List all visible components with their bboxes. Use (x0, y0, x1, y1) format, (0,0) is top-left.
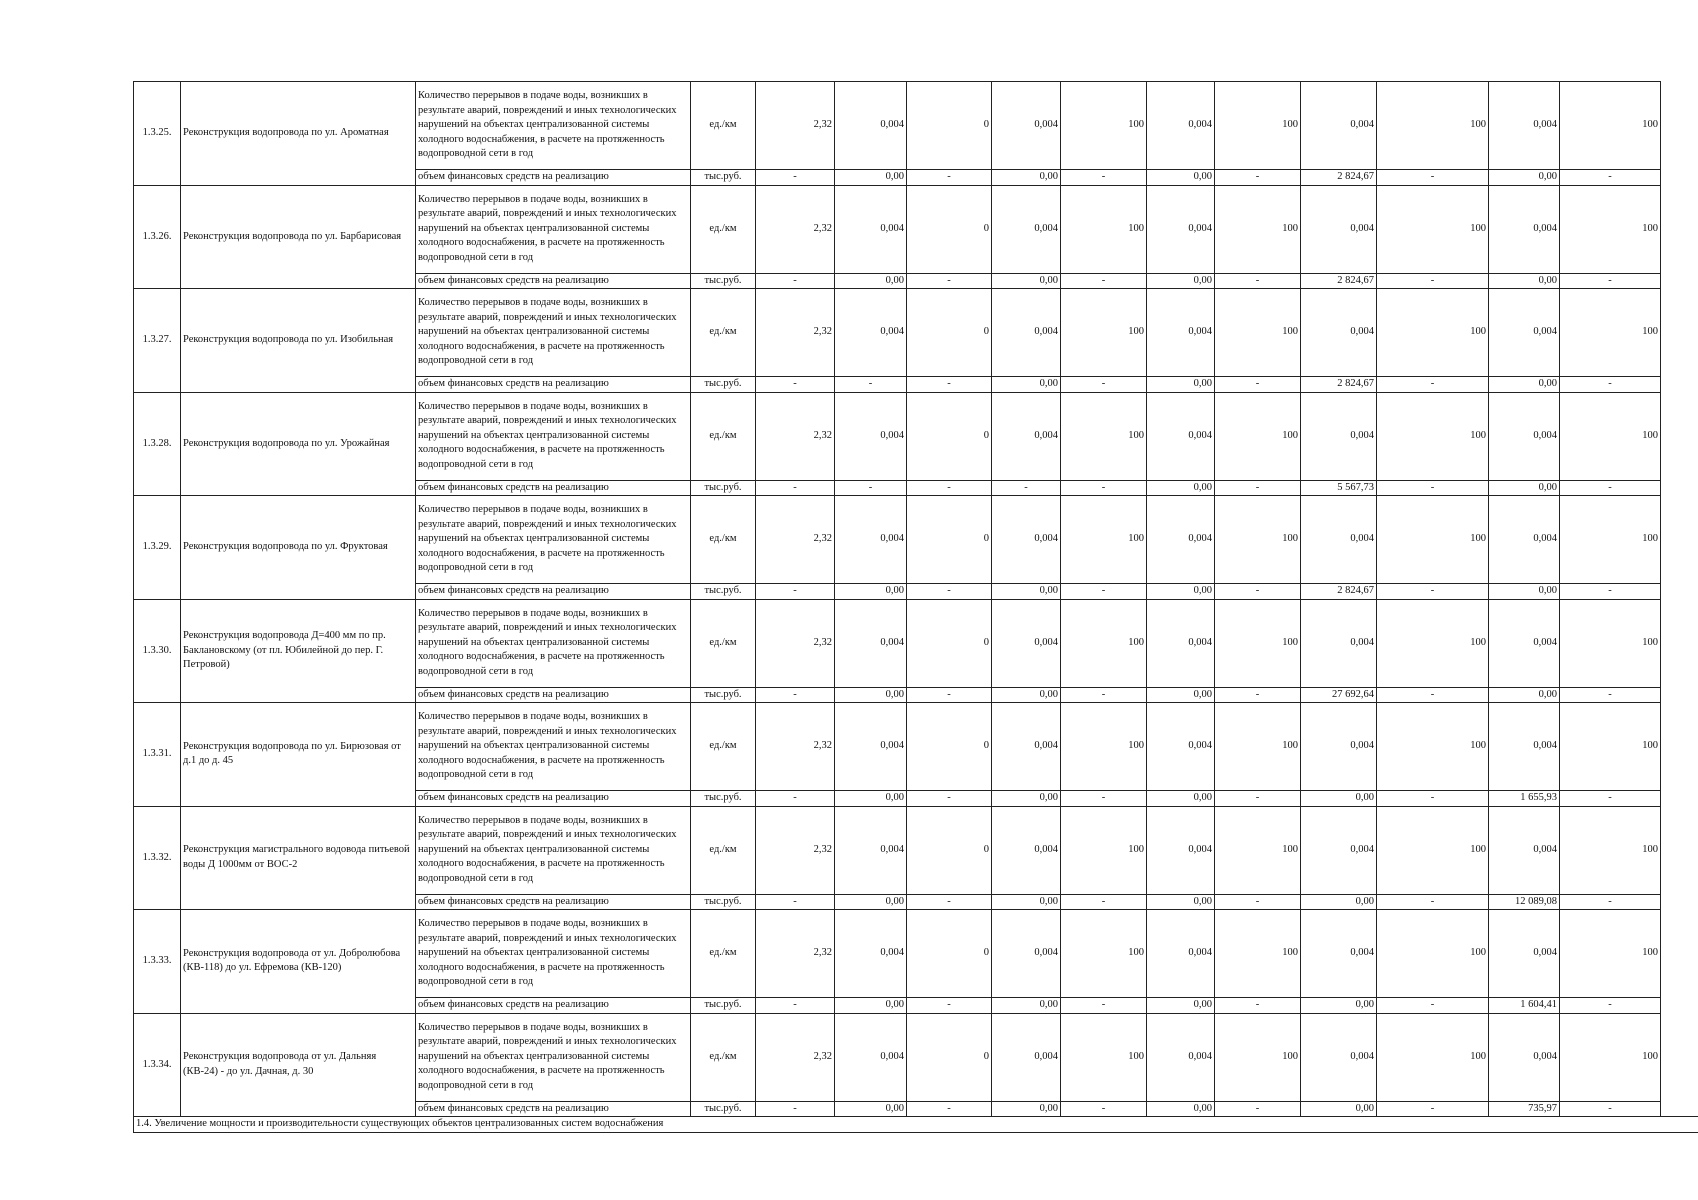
indicator-value: 0,004 (835, 599, 907, 687)
indicator-description: Количество перерывов в подаче воды, возникших в результате аварий, повреждений и иных технологических нарушений на объектах централизованной системы холодного водоснабжения, в расчете на протяженность водопроводной сети в год (416, 806, 691, 894)
finance-value: 2 824,67 (1301, 584, 1377, 600)
finance-unit: тыс.руб. (691, 273, 756, 289)
finance-value: 5 567,73 (1301, 480, 1377, 496)
finance-value: - (907, 584, 992, 600)
row-number: 1.3.29. (134, 496, 181, 600)
table-row-indicator (134, 703, 1698, 791)
finance-value: 0,00 (1147, 998, 1215, 1014)
finance-value: 0,00 (992, 687, 1061, 703)
indicator-unit: ед./км (691, 496, 756, 584)
finance-unit: тыс.руб. (691, 998, 756, 1014)
indicator-value: 0 (907, 599, 992, 687)
finance-value: 0,00 (1147, 170, 1215, 186)
row-number: 1.3.30. (134, 599, 181, 703)
indicator-value: 100 (1377, 185, 1489, 273)
finance-value: - (1061, 998, 1147, 1014)
table-row-indicator (134, 910, 1698, 998)
indicator-description: Количество перерывов в подаче воды, возникших в результате аварий, повреждений и иных технологических нарушений на объектах централизованной системы холодного водоснабжения, в расчете на протяженность водопроводной сети в год (416, 910, 691, 998)
indicator-description: Количество перерывов в подаче воды, возникших в результате аварий, повреждений и иных технологических нарушений на объектах централизованной системы холодного водоснабжения, в расчете на протяженность водопроводной сети в год (416, 496, 691, 584)
indicator-value: 0,004 (1301, 910, 1377, 998)
finance-value: 0,00 (1147, 791, 1215, 807)
finance-value: - (1061, 480, 1147, 496)
indicator-value: 100 (1061, 910, 1147, 998)
indicator-value: 0 (907, 910, 992, 998)
finance-value: - (907, 273, 992, 289)
finance-value: - (756, 273, 835, 289)
indicator-value: 0,004 (1301, 392, 1377, 480)
table-row-indicator (134, 599, 1698, 687)
indicator-value: 100 (1061, 496, 1147, 584)
finance-value: 1 655,93 (1489, 791, 1560, 807)
finance-value: - (1560, 1101, 1661, 1117)
table-row-indicator (134, 185, 1698, 273)
indicator-value: 0 (907, 1013, 992, 1101)
indicator-value: 2,32 (756, 1013, 835, 1101)
finance-value: 0,00 (835, 998, 907, 1014)
indicator-value: 100 (1061, 82, 1147, 170)
indicator-value: 100 (1215, 599, 1301, 687)
indicator-value: 2,32 (756, 496, 835, 584)
finance-value: - (907, 170, 992, 186)
finance-value: - (1215, 273, 1301, 289)
indicator-value: 0,004 (835, 1013, 907, 1101)
indicator-value: 100 (1377, 703, 1489, 791)
finance-value: 0,00 (1301, 1101, 1377, 1117)
indicator-value: 0 (907, 806, 992, 894)
finance-value: 0,00 (1301, 894, 1377, 910)
indicator-description: Количество перерывов в подаче воды, возникших в результате аварий, повреждений и иных технологических нарушений на объектах централизованной системы холодного водоснабжения, в расчете на протяженность водопроводной сети в год (416, 289, 691, 377)
indicator-value: 2,32 (756, 703, 835, 791)
indicator-value: 100 (1215, 1013, 1301, 1101)
indicator-value: 100 (1560, 289, 1661, 377)
finance-value: - (1377, 273, 1489, 289)
row-number: 1.3.33. (134, 910, 181, 1014)
indicator-value: 0,004 (1301, 82, 1377, 170)
indicator-value: 0,004 (992, 185, 1061, 273)
finance-value: 0,00 (1489, 480, 1560, 496)
finance-value: 0,00 (992, 584, 1061, 600)
finance-value: 0,00 (992, 377, 1061, 393)
finance-value: - (1560, 377, 1661, 393)
indicator-value: 0,004 (1301, 1013, 1377, 1101)
indicator-value: 100 (1560, 185, 1661, 273)
finance-value: 0,00 (1147, 480, 1215, 496)
indicator-value: 100 (1560, 599, 1661, 687)
finance-description: объем финансовых средств на реализацию (416, 170, 691, 186)
finance-value: - (1215, 791, 1301, 807)
finance-unit: тыс.руб. (691, 480, 756, 496)
finance-value: - (756, 377, 835, 393)
project-name: Реконструкция водопровода по ул. Фруктовая (181, 496, 416, 600)
finance-value: 2 824,67 (1301, 273, 1377, 289)
finance-value: 0,00 (992, 998, 1061, 1014)
indicator-value: 0,004 (1301, 185, 1377, 273)
section-heading: 1.4. Увеличение мощности и производительности существующих объектов централизованных систем водоснабжения (134, 1117, 1698, 1133)
finance-description: объем финансовых средств на реализацию (416, 687, 691, 703)
finance-value: 0,00 (835, 584, 907, 600)
indicator-value: 100 (1061, 1013, 1147, 1101)
indicator-unit: ед./км (691, 82, 756, 170)
finance-value: - (1215, 687, 1301, 703)
finance-value: - (756, 791, 835, 807)
finance-value: 0,00 (1147, 584, 1215, 600)
indicator-value: 2,32 (756, 82, 835, 170)
finance-value: 0,00 (1489, 170, 1560, 186)
indicator-value: 100 (1215, 392, 1301, 480)
finance-value: 0,00 (835, 894, 907, 910)
finance-value: - (1215, 1101, 1301, 1117)
project-name: Реконструкция водопровода по ул. Изобильная (181, 289, 416, 393)
indicator-value: 100 (1560, 910, 1661, 998)
finance-description: объем финансовых средств на реализацию (416, 791, 691, 807)
finance-value: - (756, 894, 835, 910)
indicator-value: 100 (1215, 806, 1301, 894)
indicator-value: 0,004 (1147, 82, 1215, 170)
indicator-value: 0,004 (1147, 185, 1215, 273)
indicator-description: Количество перерывов в подаче воды, возникших в результате аварий, повреждений и иных технологических нарушений на объектах централизованной системы холодного водоснабжения, в расчете на протяженность водопроводной сети в год (416, 185, 691, 273)
row-number: 1.3.26. (134, 185, 181, 289)
finance-value: - (1560, 273, 1661, 289)
indicator-value: 0,004 (992, 82, 1061, 170)
indicator-value: 0 (907, 289, 992, 377)
finance-value: - (1061, 1101, 1147, 1117)
row-number: 1.3.25. (134, 82, 181, 186)
indicator-value: 100 (1377, 289, 1489, 377)
finance-value: - (1560, 480, 1661, 496)
finance-value: 0,00 (1147, 273, 1215, 289)
finance-unit: тыс.руб. (691, 170, 756, 186)
finance-value: - (1560, 998, 1661, 1014)
finance-value: - (907, 377, 992, 393)
indicator-value: 0,004 (1301, 806, 1377, 894)
finance-value: - (907, 1101, 992, 1117)
finance-value: - (1377, 687, 1489, 703)
finance-description: объем финансовых средств на реализацию (416, 480, 691, 496)
indicator-value: 0,004 (1489, 599, 1560, 687)
finance-value: 12 089,08 (1489, 894, 1560, 910)
indicator-value: 0 (907, 392, 992, 480)
indicator-value: 0,004 (1489, 703, 1560, 791)
finance-value: 0,00 (835, 170, 907, 186)
indicator-value: 0,004 (1489, 1013, 1560, 1101)
indicator-value: 0,004 (1147, 496, 1215, 584)
indicator-value: 100 (1215, 82, 1301, 170)
indicator-value: 2,32 (756, 289, 835, 377)
indicator-value: 100 (1215, 185, 1301, 273)
indicator-description: Количество перерывов в подаче воды, возникших в результате аварий, повреждений и иных технологических нарушений на объектах централизованной системы холодного водоснабжения, в расчете на протяженность водопроводной сети в год (416, 599, 691, 687)
finance-value: 0,00 (1147, 687, 1215, 703)
finance-value: - (1215, 584, 1301, 600)
row-number: 1.3.31. (134, 703, 181, 807)
finance-value: - (1061, 791, 1147, 807)
finance-value: - (1061, 894, 1147, 910)
indicator-value: 100 (1560, 392, 1661, 480)
indicator-unit: ед./км (691, 599, 756, 687)
indicator-value: 0,004 (992, 392, 1061, 480)
indicator-value: 0,004 (835, 392, 907, 480)
indicator-value: 100 (1377, 496, 1489, 584)
indicator-value: 0,004 (835, 703, 907, 791)
finance-value: - (1377, 998, 1489, 1014)
table-row-indicator (134, 82, 1698, 170)
project-name: Реконструкция водопровода Д=400 мм по пр. Баклановскому (от пл. Юбилейной до пер. Г. Петровой) (181, 599, 416, 703)
indicator-value: 0,004 (992, 1013, 1061, 1101)
finance-value: - (1377, 894, 1489, 910)
indicator-value: 100 (1377, 1013, 1489, 1101)
finance-unit: тыс.руб. (691, 791, 756, 807)
table-row-indicator (134, 1013, 1698, 1101)
indicator-unit: ед./км (691, 289, 756, 377)
indicator-value: 0,004 (992, 289, 1061, 377)
finance-value: 0,00 (835, 791, 907, 807)
indicator-value: 100 (1215, 496, 1301, 584)
finance-unit: тыс.руб. (691, 584, 756, 600)
indicator-value: 0,004 (1489, 392, 1560, 480)
finance-value: - (1061, 170, 1147, 186)
finance-value: 0,00 (835, 1101, 907, 1117)
indicator-value: 0,004 (992, 703, 1061, 791)
program-table (133, 81, 1698, 1133)
indicator-value: 100 (1061, 185, 1147, 273)
indicator-value: 0 (907, 185, 992, 273)
finance-unit: тыс.руб. (691, 894, 756, 910)
finance-description: объем финансовых средств на реализацию (416, 273, 691, 289)
table-row-indicator (134, 392, 1698, 480)
indicator-value: 100 (1560, 82, 1661, 170)
indicator-value: 100 (1377, 806, 1489, 894)
finance-value: - (756, 480, 835, 496)
finance-value: - (1377, 377, 1489, 393)
indicator-value: 100 (1215, 289, 1301, 377)
finance-unit: тыс.руб. (691, 377, 756, 393)
indicator-value: 0,004 (1147, 392, 1215, 480)
finance-value: - (756, 998, 835, 1014)
table-row-indicator (134, 289, 1698, 377)
finance-value: - (756, 687, 835, 703)
indicator-value: 0 (907, 82, 992, 170)
finance-value: - (1061, 273, 1147, 289)
finance-value: 0,00 (992, 791, 1061, 807)
finance-value: 0,00 (992, 894, 1061, 910)
indicator-value: 0,004 (1489, 496, 1560, 584)
indicator-value: 0,004 (835, 496, 907, 584)
indicator-unit: ед./км (691, 185, 756, 273)
finance-value: 0,00 (835, 687, 907, 703)
finance-value: - (1215, 998, 1301, 1014)
finance-value: 0,00 (1301, 998, 1377, 1014)
indicator-value: 100 (1215, 703, 1301, 791)
finance-value: 0,00 (1489, 377, 1560, 393)
indicator-value: 0,004 (1489, 910, 1560, 998)
finance-value: - (835, 480, 907, 496)
indicator-value: 0,004 (1489, 82, 1560, 170)
project-name: Реконструкция водопровода от ул. Добролюбова (КВ-118) до ул. Ефремова (КВ-120) (181, 910, 416, 1014)
finance-description: объем финансовых средств на реализацию (416, 584, 691, 600)
row-number: 1.3.32. (134, 806, 181, 910)
finance-unit: тыс.руб. (691, 1101, 756, 1117)
finance-value: 1 604,41 (1489, 998, 1560, 1014)
finance-value: 0,00 (992, 1101, 1061, 1117)
indicator-value: 100 (1061, 289, 1147, 377)
finance-value: - (907, 480, 992, 496)
finance-value: 2 824,67 (1301, 377, 1377, 393)
finance-value: - (1377, 480, 1489, 496)
finance-value: 0,00 (992, 170, 1061, 186)
indicator-value: 0,004 (992, 496, 1061, 584)
project-name: Реконструкция водопровода по ул. Урожайная (181, 392, 416, 496)
indicator-value: 100 (1377, 82, 1489, 170)
indicator-value: 100 (1560, 806, 1661, 894)
finance-value: 735,97 (1489, 1101, 1560, 1117)
indicator-description: Количество перерывов в подаче воды, возникших в результате аварий, повреждений и иных технологических нарушений на объектах централизованной системы холодного водоснабжения, в расчете на протяженность водопроводной сети в год (416, 703, 691, 791)
indicator-value: 0,004 (835, 289, 907, 377)
finance-value: - (1215, 170, 1301, 186)
finance-value: - (1061, 377, 1147, 393)
indicator-value: 100 (1377, 910, 1489, 998)
table-row-indicator (134, 496, 1698, 584)
indicator-value: 0,004 (1147, 806, 1215, 894)
indicator-value: 0,004 (992, 599, 1061, 687)
indicator-description: Количество перерывов в подаче воды, возникших в результате аварий, повреждений и иных технологических нарушений на объектах централизованной системы холодного водоснабжения, в расчете на протяженность водопроводной сети в год (416, 82, 691, 170)
finance-value: 0,00 (1489, 273, 1560, 289)
finance-value: - (1560, 584, 1661, 600)
indicator-value: 0 (907, 496, 992, 584)
indicator-value: 0,004 (992, 806, 1061, 894)
indicator-value: 0,004 (1147, 1013, 1215, 1101)
finance-value: 0,00 (1489, 584, 1560, 600)
indicator-value: 0,004 (835, 82, 907, 170)
finance-value: - (992, 480, 1061, 496)
finance-description: объем финансовых средств на реализацию (416, 377, 691, 393)
finance-value: 0,00 (1147, 377, 1215, 393)
indicator-unit: ед./км (691, 806, 756, 894)
indicator-value: 0,004 (1489, 806, 1560, 894)
indicator-value: 0,004 (1301, 496, 1377, 584)
finance-value: 0,00 (1489, 687, 1560, 703)
finance-value: - (907, 687, 992, 703)
finance-value: 0,00 (1147, 1101, 1215, 1117)
finance-value: - (1377, 1101, 1489, 1117)
indicator-value: 2,32 (756, 392, 835, 480)
finance-value: - (907, 791, 992, 807)
indicator-value: 0,004 (1301, 703, 1377, 791)
indicator-description: Количество перерывов в подаче воды, возникших в результате аварий, повреждений и иных технологических нарушений на объектах централизованной системы холодного водоснабжения, в расчете на протяженность водопроводной сети в год (416, 392, 691, 480)
finance-value: 0,00 (1147, 894, 1215, 910)
indicator-value: 0,004 (1147, 703, 1215, 791)
indicator-value: 100 (1061, 806, 1147, 894)
indicator-value: 0,004 (1147, 910, 1215, 998)
finance-value: - (1560, 687, 1661, 703)
finance-value: 0,00 (992, 273, 1061, 289)
finance-value: 27 692,64 (1301, 687, 1377, 703)
finance-value: - (1377, 170, 1489, 186)
finance-value: - (1377, 584, 1489, 600)
section-heading-row (134, 1117, 1698, 1133)
indicator-value: 0,004 (1489, 185, 1560, 273)
indicator-value: 0,004 (1301, 289, 1377, 377)
finance-value: - (1560, 894, 1661, 910)
indicator-value: 100 (1061, 703, 1147, 791)
indicator-value: 100 (1377, 599, 1489, 687)
finance-unit: тыс.руб. (691, 687, 756, 703)
finance-description: объем финансовых средств на реализацию (416, 998, 691, 1014)
finance-value: - (835, 377, 907, 393)
row-number: 1.3.34. (134, 1013, 181, 1117)
indicator-value: 0 (907, 703, 992, 791)
finance-value: - (1061, 687, 1147, 703)
indicator-value: 100 (1560, 1013, 1661, 1101)
indicator-unit: ед./км (691, 1013, 756, 1101)
indicator-value: 100 (1061, 392, 1147, 480)
indicator-value: 100 (1377, 392, 1489, 480)
indicator-value: 0,004 (1489, 289, 1560, 377)
indicator-value: 0,004 (1147, 289, 1215, 377)
row-number: 1.3.28. (134, 392, 181, 496)
finance-value: - (1215, 480, 1301, 496)
finance-value: - (1560, 791, 1661, 807)
indicator-value: 100 (1061, 599, 1147, 687)
indicator-unit: ед./км (691, 703, 756, 791)
finance-description: объем финансовых средств на реализацию (416, 894, 691, 910)
project-name: Реконструкция водопровода по ул. Ароматная (181, 82, 416, 186)
indicator-value: 0,004 (835, 806, 907, 894)
finance-value: - (1061, 584, 1147, 600)
finance-value: - (907, 998, 992, 1014)
indicator-value: 2,32 (756, 806, 835, 894)
table-row-indicator (134, 806, 1698, 894)
finance-value: - (907, 894, 992, 910)
finance-value: - (756, 584, 835, 600)
finance-description: объем финансовых средств на реализацию (416, 1101, 691, 1117)
row-number: 1.3.27. (134, 289, 181, 393)
indicator-value: 0,004 (1301, 599, 1377, 687)
indicator-unit: ед./км (691, 910, 756, 998)
indicator-unit: ед./км (691, 392, 756, 480)
indicator-value: 2,32 (756, 185, 835, 273)
finance-value: - (756, 1101, 835, 1117)
finance-value: 0,00 (835, 273, 907, 289)
indicator-value: 100 (1560, 496, 1661, 584)
finance-value: 0,00 (1301, 791, 1377, 807)
indicator-value: 100 (1560, 703, 1661, 791)
finance-value: - (1377, 791, 1489, 807)
indicator-value: 0,004 (835, 185, 907, 273)
finance-value: - (756, 170, 835, 186)
indicator-value: 2,32 (756, 599, 835, 687)
indicator-description: Количество перерывов в подаче воды, возникших в результате аварий, повреждений и иных технологических нарушений на объектах централизованной системы холодного водоснабжения, в расчете на протяженность водопроводной сети в год (416, 1013, 691, 1101)
project-name: Реконструкция водопровода по ул. Бирюзовая от д.1 до д. 45 (181, 703, 416, 807)
project-name: Реконструкция магистрального водовода питьевой воды Д 1000мм от ВОС-2 (181, 806, 416, 910)
finance-value: - (1215, 377, 1301, 393)
indicator-value: 0,004 (1147, 599, 1215, 687)
finance-value: - (1560, 170, 1661, 186)
finance-value: 2 824,67 (1301, 170, 1377, 186)
indicator-value: 2,32 (756, 910, 835, 998)
finance-value: - (1215, 894, 1301, 910)
project-name: Реконструкция водопровода от ул. Дальняя (КВ-24) - до ул. Дачная, д. 30 (181, 1013, 416, 1117)
project-name: Реконструкция водопровода по ул. Барбарисовая (181, 185, 416, 289)
indicator-value: 0,004 (835, 910, 907, 998)
indicator-value: 100 (1215, 910, 1301, 998)
indicator-value: 0,004 (992, 910, 1061, 998)
